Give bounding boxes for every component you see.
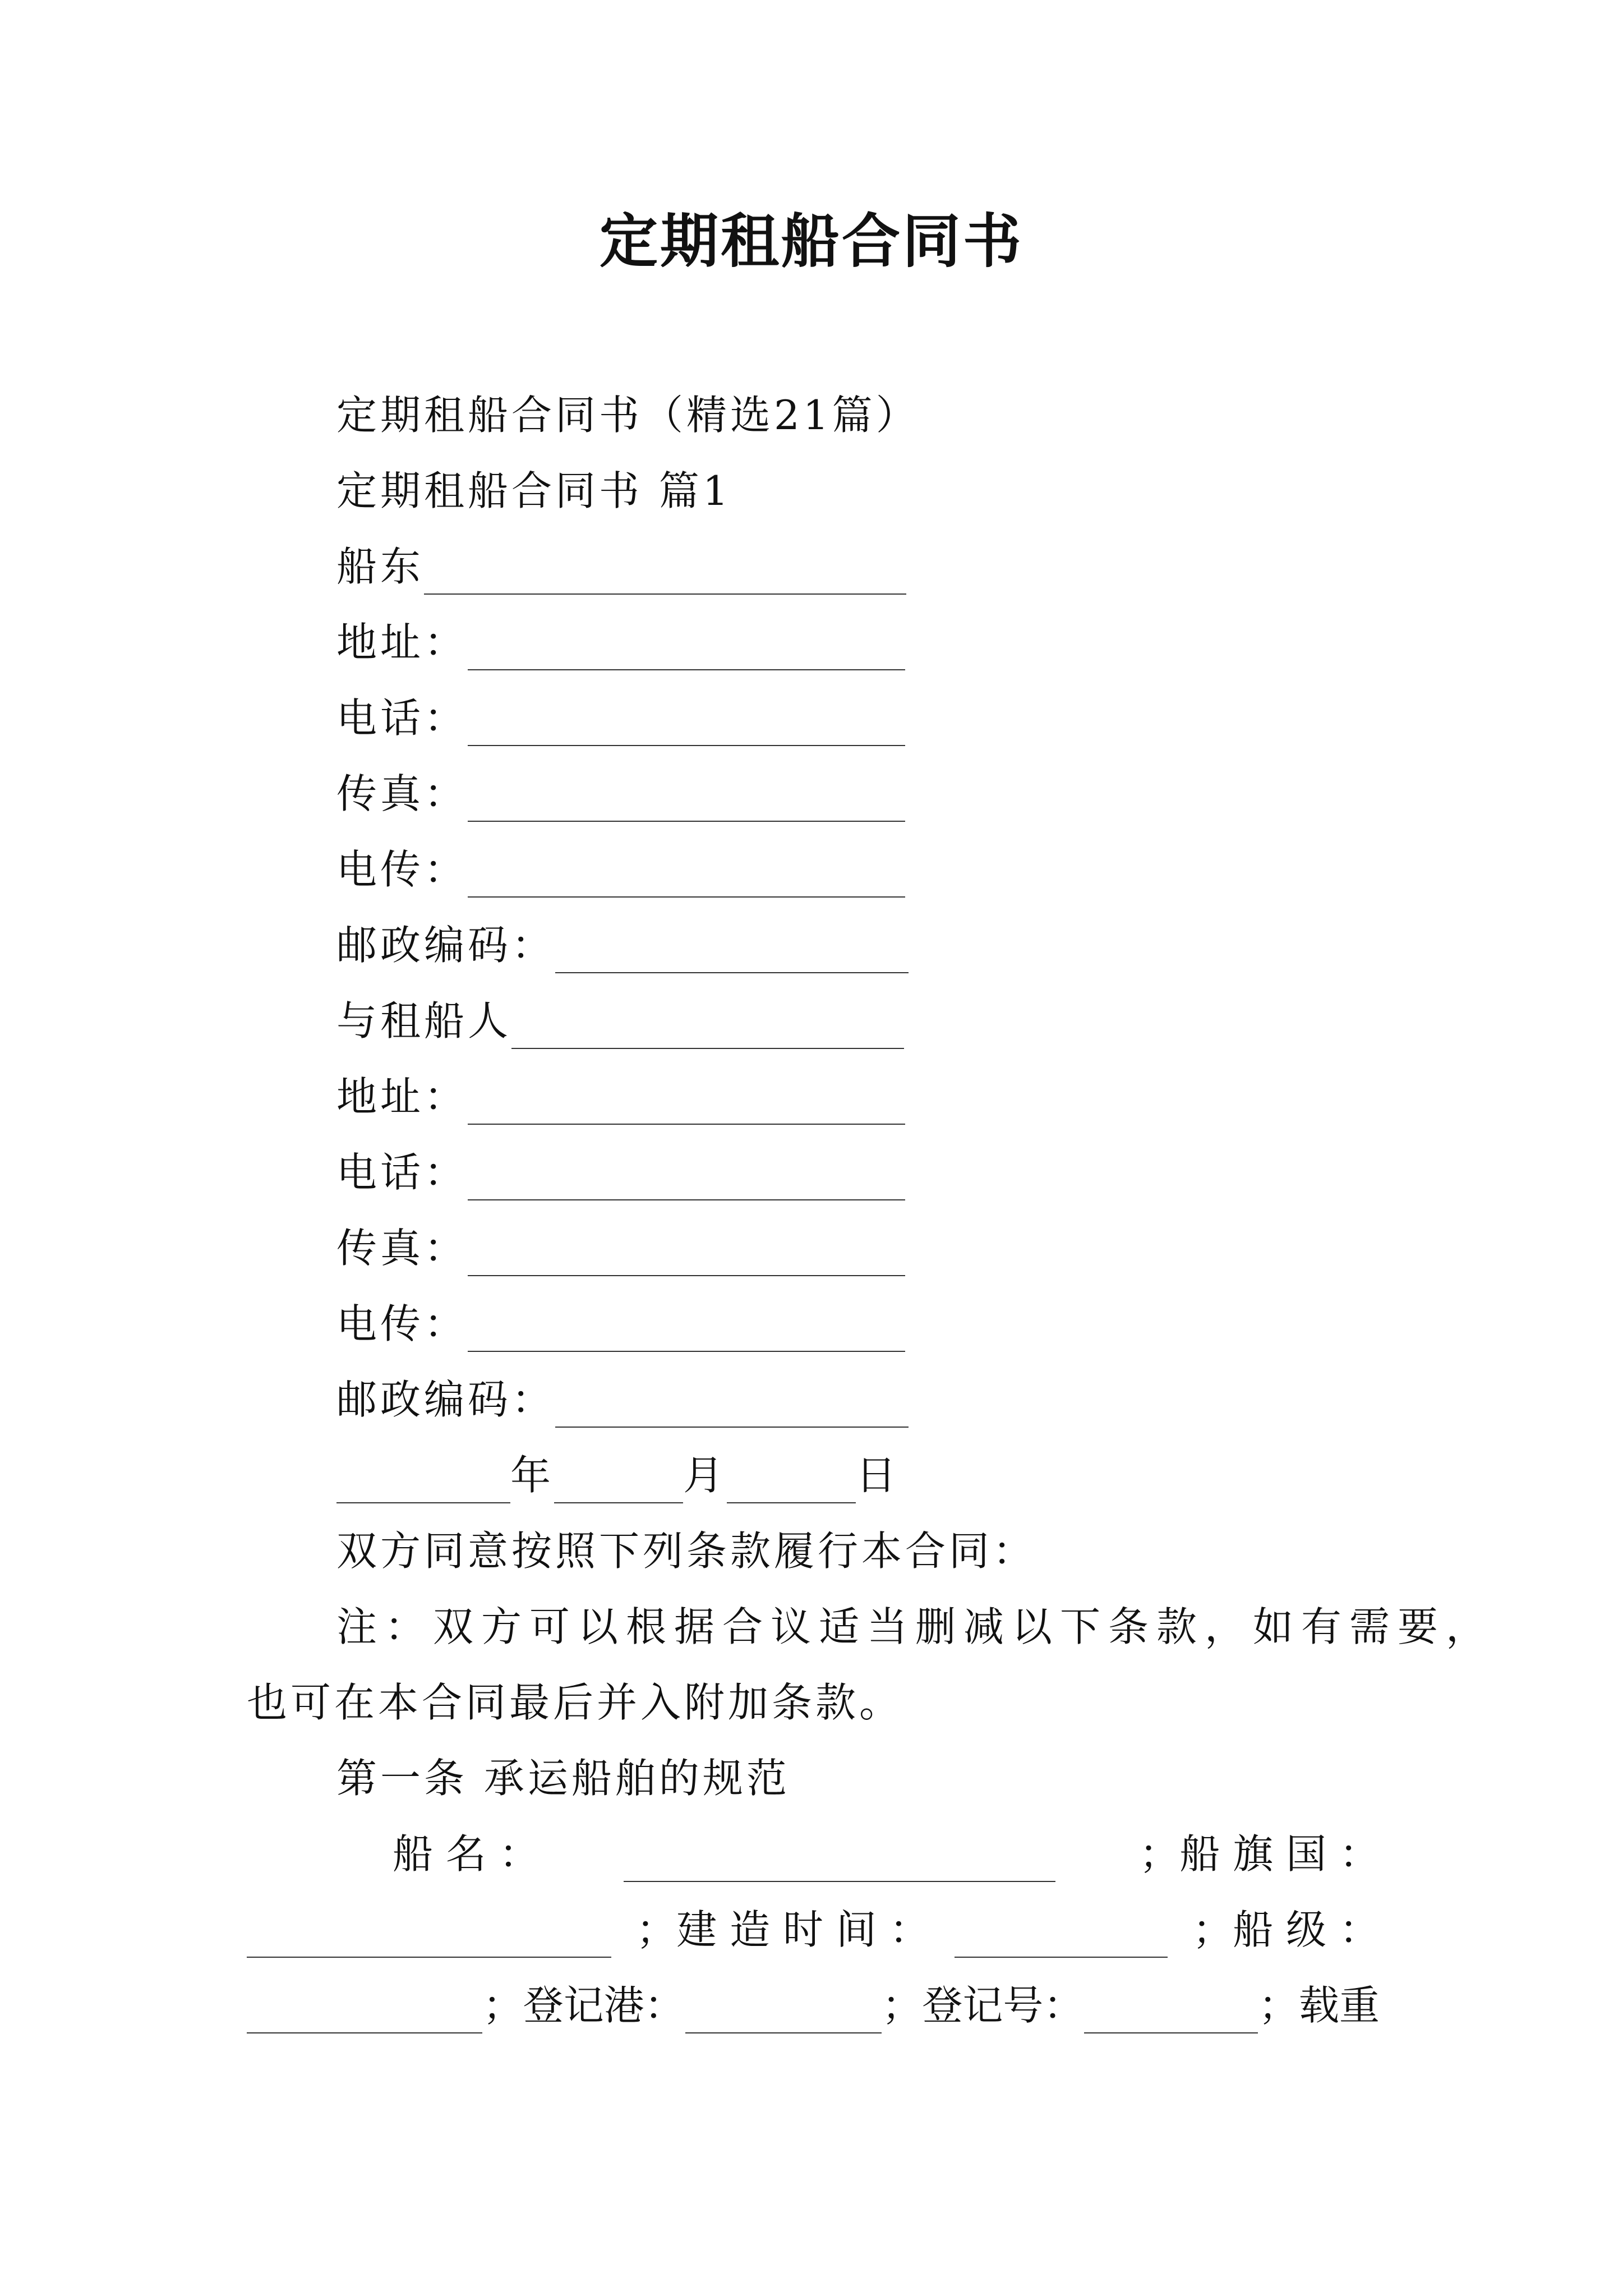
note-line-2: 也可在本合同最后并入附加条款。 [247,1679,903,1726]
owner-blank [424,549,906,595]
charterer-address-label: 地址： [336,1073,468,1120]
charterer-phone-blank [468,1154,905,1200]
owner-telex-field [336,841,905,898]
charterer-address-field [336,1069,905,1125]
owner-address-field [336,614,905,670]
owner-fax-label: 传真： [336,770,468,817]
reg-no-label: ；登记号： [882,1982,1084,2029]
owner-telex-label: 电传： [336,846,468,893]
charterer-blank [511,1003,904,1049]
owner-phone-blank [468,700,905,746]
charterer-phone-label: 电话： [336,1149,468,1196]
dwt-label: ；载重 [1258,1982,1380,2029]
ship-name-label: 船 名 ： [393,1830,540,1878]
owner-postcode-label: 邮政编码： [336,922,556,969]
spec-line-2 [247,1902,1380,1958]
day-blank [727,1457,856,1503]
month-label: 月 [683,1452,727,1499]
month-blank [554,1457,683,1503]
section-heading: 定期租船合同书 篇1 [336,467,732,514]
charterer-fax-blank [468,1230,905,1276]
owner-field [336,539,906,595]
reg-port-blank [685,1987,882,2033]
subtitle: 定期租船合同书（精选21篇） [336,392,920,439]
reg-port-label: ；登记港： [482,1982,685,2029]
owner-postcode-blank [555,927,909,973]
owner-fax-field [336,766,905,822]
reg-no-blank [1084,1987,1258,2033]
day-label: 日 [856,1452,900,1499]
year-blank [336,1457,510,1503]
charterer-fax-label: 传真： [336,1225,468,1272]
flag-state-blank [247,1912,611,1958]
flag-state-label: ；船 旗 国 ： [1139,1830,1380,1878]
owner-address-blank [468,624,905,670]
build-time-blank [955,1912,1168,1958]
document-title: 定期租船合同书 [599,206,1023,275]
owner-label: 船东 [336,543,425,590]
ship-name-blank [624,1836,1055,1882]
owner-fax-blank [468,776,905,822]
spec-line-3 [247,1977,1380,2033]
spec-line-1 [393,1826,1380,1882]
ship-class-label: ；船 级 ： [1192,1906,1380,1953]
article-1-heading: 第一条 承运船舶的规范 [336,1755,790,1802]
charterer-label: 与租船人 [336,997,512,1045]
charterer-postcode-field [336,1372,909,1428]
charterer-field [336,993,904,1049]
owner-phone-field [336,690,905,746]
owner-telex-blank [468,852,905,898]
agreement-text: 双方同意按照下列条款履行本合同： [336,1527,1037,1575]
charterer-fax-field [336,1220,905,1276]
charterer-telex-blank [468,1306,905,1352]
charterer-postcode-label: 邮政编码： [336,1376,556,1423]
year-label: 年 [510,1452,555,1499]
ship-class-blank [247,1987,482,2033]
owner-address-label: 地址： [336,619,468,666]
owner-phone-label: 电话： [336,694,468,742]
charterer-phone-field [336,1144,905,1200]
charterer-address-blank [468,1079,905,1125]
owner-postcode-field [336,917,909,973]
charterer-telex-label: 电传： [336,1300,468,1347]
note-line-1: 注：双方可以根据合议适当删减以下条款，如有需要， [336,1603,1495,1650]
charterer-telex-field [336,1296,905,1352]
date-line [336,1447,900,1503]
build-time-label: ；建 造 时 间 ： [636,1906,930,1953]
charterer-postcode-blank [555,1382,909,1428]
